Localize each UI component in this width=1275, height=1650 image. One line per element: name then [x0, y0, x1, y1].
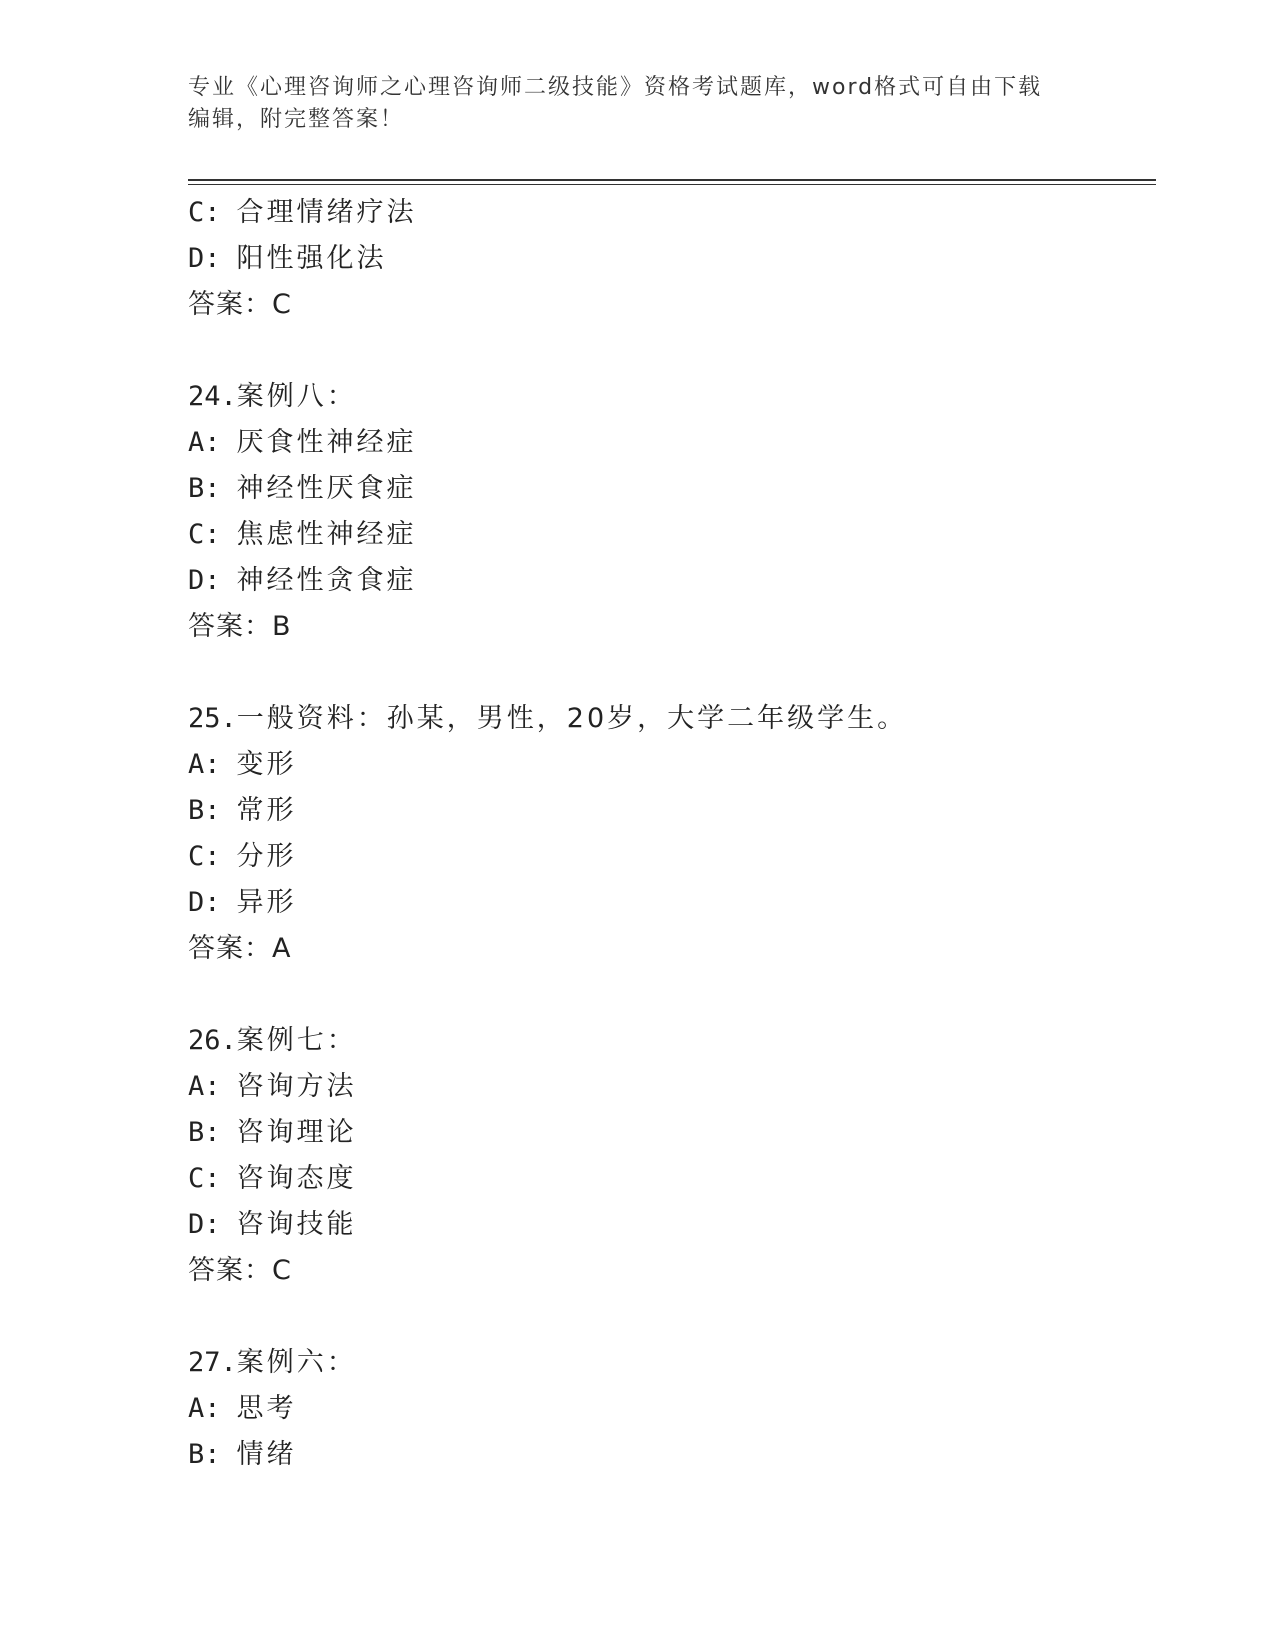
option-row [188, 1064, 1148, 1110]
answer-line: 答案：B [188, 611, 292, 642]
option-letter: D: [188, 887, 221, 918]
option-row [188, 1110, 1148, 1156]
question-number: 25. [188, 703, 237, 734]
question-block [188, 650, 1148, 972]
option-row [188, 1156, 1148, 1202]
option-row [188, 742, 1148, 788]
header-line-2: 编辑，附完整答案！ [188, 107, 405, 132]
option-text: 神经性厌食症 [236, 473, 417, 504]
option-row [188, 420, 1148, 466]
option-text: 厌食性神经症 [236, 427, 417, 458]
question-block [188, 1294, 1148, 1478]
option-letter: D: [188, 1209, 221, 1240]
question-stem [188, 374, 1148, 420]
option-row [188, 190, 1148, 236]
block-spacer [188, 972, 1148, 1018]
question-text: 案例八： [236, 381, 357, 412]
header-divider [188, 179, 1156, 181]
option-row [188, 834, 1148, 880]
option-text: 咨询态度 [236, 1163, 357, 1194]
option-letter: C: [188, 197, 221, 228]
answer-line: 答案：C [188, 1255, 292, 1286]
option-text: 异形 [236, 887, 297, 918]
option-letter: C: [188, 519, 221, 550]
block-spacer [188, 328, 1148, 374]
option-text: 焦虑性神经症 [236, 519, 417, 550]
option-row [188, 558, 1148, 604]
question-stem [188, 1340, 1148, 1386]
option-letter: B: [188, 795, 221, 826]
option-text: 咨询方法 [236, 1071, 357, 1102]
option-letter: C: [188, 841, 221, 872]
option-text: 分形 [236, 841, 297, 872]
option-text: 常形 [236, 795, 297, 826]
question-number: 24. [188, 381, 237, 412]
option-row [188, 1386, 1148, 1432]
document-header [188, 72, 1088, 136]
option-row [188, 880, 1148, 926]
question-stem [188, 1018, 1148, 1064]
option-row [188, 1432, 1148, 1478]
option-row [188, 1202, 1148, 1248]
question-block [188, 972, 1148, 1294]
option-text: 神经性贪食症 [236, 565, 417, 596]
option-text: 咨询技能 [236, 1209, 357, 1240]
question-number: 27. [188, 1347, 237, 1378]
option-letter: A: [188, 427, 221, 458]
option-row [188, 512, 1148, 558]
question-block [188, 328, 1148, 650]
option-row [188, 466, 1148, 512]
option-letter: A: [188, 749, 221, 780]
option-text: 变形 [236, 749, 297, 780]
answer-line: 答案：C [188, 289, 292, 320]
option-letter: A: [188, 1393, 221, 1424]
question-number: 26. [188, 1025, 237, 1056]
header-line-1: 专业《心理咨询师之心理咨询师二级技能》资格考试题库，word格式可自由下载 [188, 75, 1043, 100]
option-letter: A: [188, 1071, 221, 1102]
header-divider-thin [188, 184, 1156, 185]
option-letter: D: [188, 243, 221, 274]
question-block [188, 190, 1148, 328]
block-spacer [188, 1294, 1148, 1340]
option-letter: D: [188, 565, 221, 596]
option-text: 阳性强化法 [236, 243, 387, 274]
option-text: 合理情绪疗法 [236, 197, 417, 228]
block-spacer [188, 650, 1148, 696]
option-letter: B: [188, 1117, 221, 1148]
option-letter: B: [188, 1439, 221, 1470]
option-letter: B: [188, 473, 221, 504]
question-list [188, 190, 1148, 1478]
question-stem [188, 696, 1148, 742]
option-row [188, 788, 1148, 834]
option-row [188, 236, 1148, 282]
option-letter: C: [188, 1163, 221, 1194]
option-text: 情绪 [236, 1439, 297, 1470]
question-text: 一般资料：孙某，男性，20岁，大学二年级学生。 [236, 703, 908, 734]
answer-line: 答案：A [188, 933, 292, 964]
option-text: 咨询理论 [236, 1117, 357, 1148]
option-text: 思考 [236, 1393, 297, 1424]
question-text: 案例六： [236, 1347, 357, 1378]
question-text: 案例七： [236, 1025, 357, 1056]
